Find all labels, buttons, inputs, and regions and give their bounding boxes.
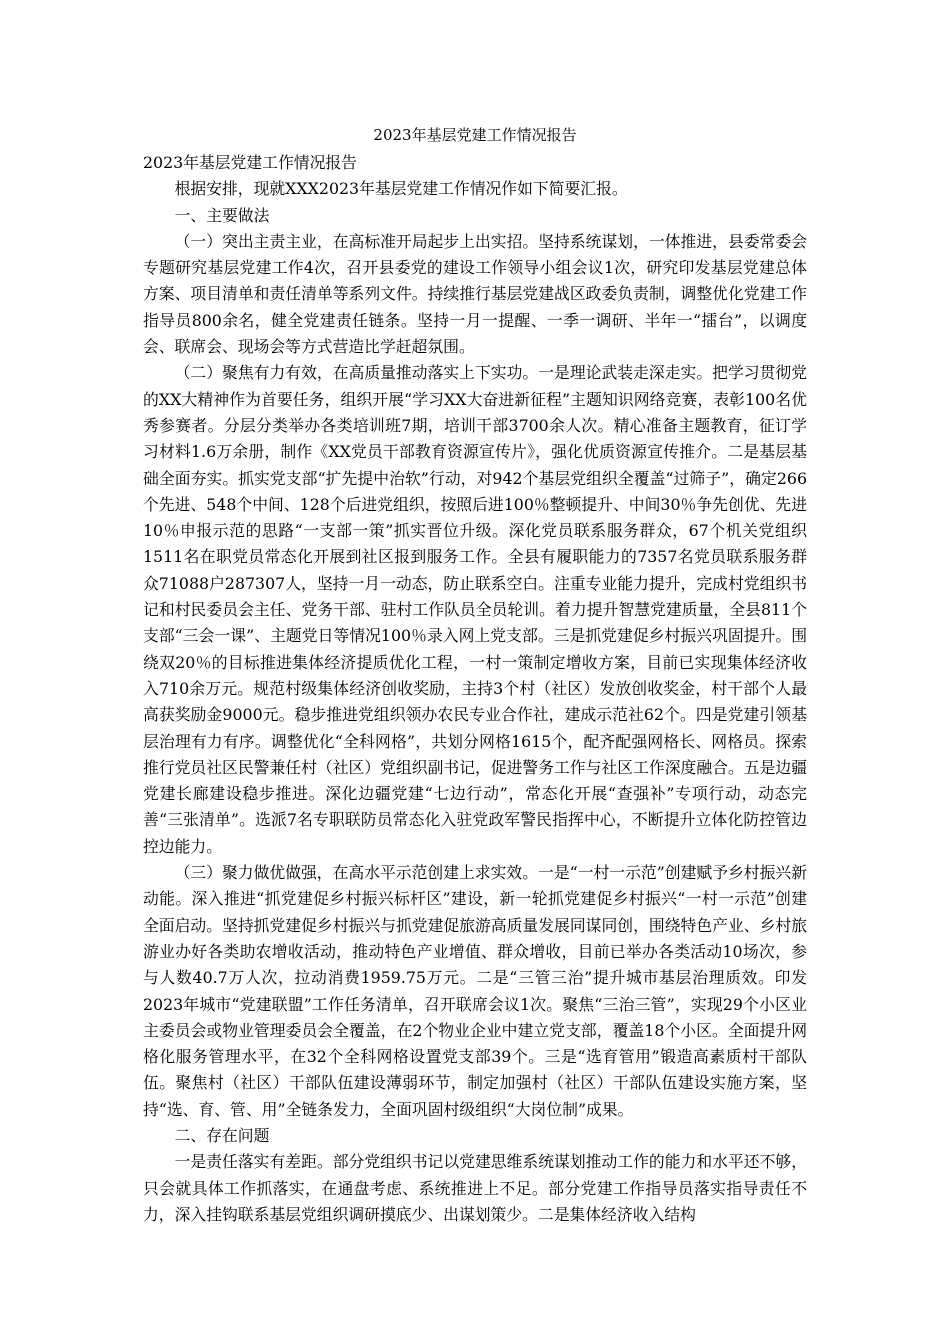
document-body <box>143 150 807 1228</box>
document-subtitle: 2023年基层党建工作情况报告 <box>143 153 357 172</box>
paragraph-1-2: （二）聚焦有力有效，在高质量推动落实上下实功。一是理论武装走深走实。把学习贯彻党的XX大精神作为首要任务，组织开展“学习XX大奋进新征程”主题知识网络竞赛，表彰100名优秀参赛者。分层分类举办各类培训班7期，培训干部3700余人次。精心准备主题教育，征订学习材料1.6万余册，制作《XX党员干部教育资源宣传片》，强化优质资源宣传推介。二是基层基础全面夯实。抓实党支部“扩先提中治软”行动，对942个基层党组织全覆盖“过筛子”，确定266个先进、548个中间、128个后进党组织，按照后进100％整顿提升、中间30％争先创优、先进10％申报示范的思路“一支部一策”抓实晋位升级。深化党员联系服务群众，67个机关党组织1511名在职党员常态化开展到社区报到服务工作。全县有履职能力的7357名党员联系服务群众71088户287307人，坚持一月一动态，防止联系空白。注重专业能力提升，完成村党组织书记和村民委员会主任、党务干部、驻村工作队员全员轮训。着力提升智慧党建质量，全县811个支部“三会一课”、主题党日等情况100％录入网上党支部。三是抓党建促乡村振兴巩固提升。围绕双20％的目标推进集体经济提质优化工程，一村一策制定增收方案，目前已实现集体经济收入710余万元。规范村级集体经济创收奖励，主持3个村（社区）发放创收奖金，村干部个人最高获奖励金9000元。稳步推进党组织领办农民专业合作社，建成示范社62个。四是党建引领基层治理有力有序。调整优化“全科网格”，共划分网格1615个，配齐配强网格长、网格员。探索推行党员社区民警兼任村（社区）党组织副书记，促进警务工作与社区工作深度融合。五是边疆党建长廊建设稳步推进。深化边疆党建“七边行动”，常态化开展“查强补”专项行动，动态完善“三张清单”。选派7名专职联防员常态化入驻党政军警民指挥中心，不断提升立体化防控管边控边能力。 <box>143 363 807 856</box>
paragraph-1-3: （三）聚力做优做强，在高水平示范创建上求实效。一是“一村一示范”创建赋予乡村振兴新动能。深入推进“抓党建促乡村振兴标杆区”建设，新一轮抓党建促乡村振兴“一村一示范”创建全面启动。坚持抓党建促乡村振兴与抓党建促旅游高质量发展同谋同创，围绕特色产业、乡村旅游业办好各类助农增收活动，推动特色产业增值、群众增收，目前已举办各类活动10场次，参与人数40.7万人次，拉动消费1959.75万元。二是“三管三治”提升城市基层治理质效。印发2023年城市“党建联盟”工作任务清单，召开联席会议1次。聚焦“三治三管”，实现29个小区业主委员会或物业管理委员会全覆盖，在2个物业企业中建立党支部，覆盖18个小区。全面提升网格化服务管理水平，在32个全科网格设置党支部39个。三是“选育管用”锻造高素质村干部队伍。聚焦村（社区）干部队伍建设薄弱环节，制定加强村（社区）干部队伍建设实施方案，坚持“选、育、管、用”全链条发力，全面巩固村级组织“大岗位制”成果。 <box>143 863 807 1119</box>
document-title: 2023年基层党建工作情况报告 <box>373 126 577 144</box>
paragraph-2-1: 一是责任落实有差距。部分党组织书记以党建思维系统谋划推动工作的能力和水平还不够，只会就具体工作抓落实，在通盘考虑、系统推进上不足。部分党建工作指导员落实指导责任不力，深入挂钩联系基层党组织调研摸底少、出谋划策少。二是集体经济收入结构 <box>143 1152 807 1224</box>
section-heading-main-practices: 一、主要做法 <box>174 205 270 225</box>
paragraph-1-1: （一）突出主责主业，在高标准开局起步上出实招。坚持系统谋划，一体推进，县委常委会专题研究基层党建工作4次，召开县委党的建设工作领导小组会议1次，研究印发基层党建总体方案、项目清单和责任清单等系列文件。持续推行基层党建战区政委负责制，调整优化党建工作指导员800余名，健全党建责任链条。坚持一月一提醒、一季一调研、半年一“擂台”，以调度会、联席会、现场会等方式营造比学赶超氛围。 <box>143 231 807 357</box>
section-heading-existing-problems: 二、存在问题 <box>174 1125 270 1145</box>
intro-paragraph: 根据安排，现就XXX2023年基层党建工作情况作如下简要汇报。 <box>174 179 628 199</box>
